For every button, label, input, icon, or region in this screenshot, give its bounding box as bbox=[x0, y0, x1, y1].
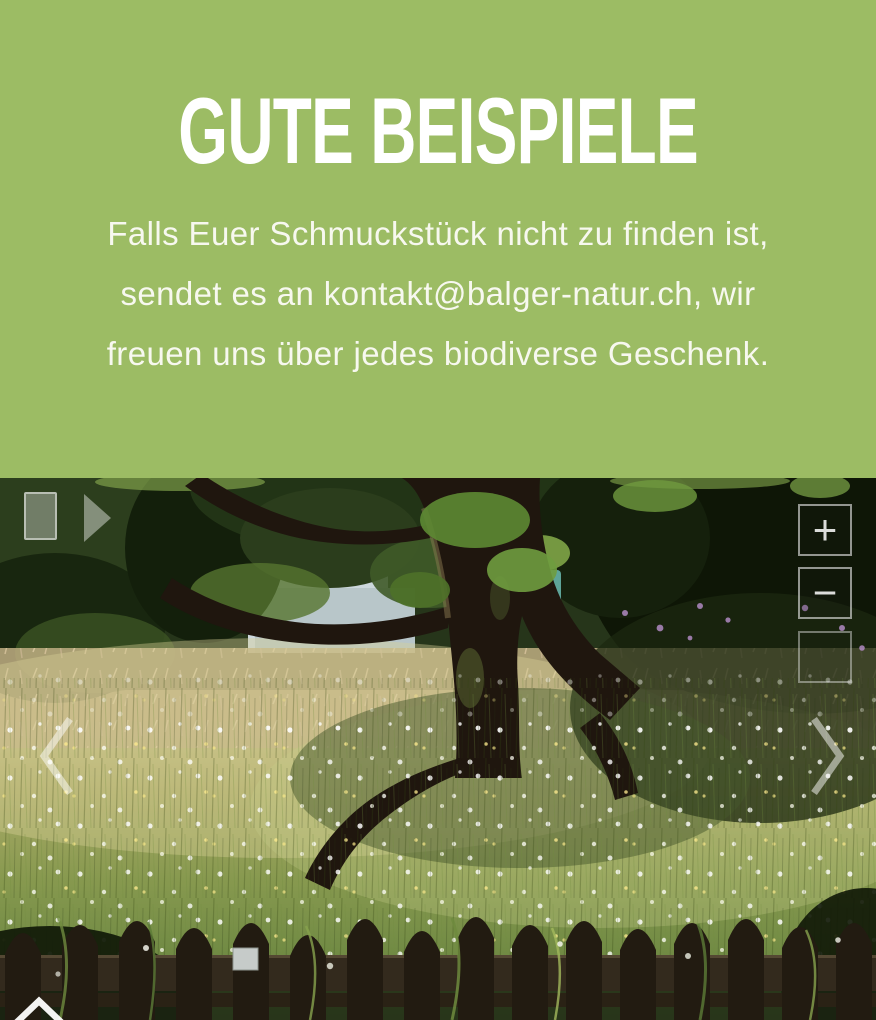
stop-icon[interactable] bbox=[24, 492, 57, 540]
fence-plaque bbox=[233, 948, 258, 970]
chevron-up-icon bbox=[12, 996, 66, 1020]
meadow-photo[interactable] bbox=[0, 478, 876, 1020]
subtitle-line: sendet es an kontakt@balger-natur.ch, wir bbox=[120, 275, 756, 312]
page-title-text: GUTE BEISPIELE bbox=[178, 78, 698, 183]
prev-arrow-button[interactable] bbox=[34, 715, 84, 797]
subtitle-line: freuen uns über jedes biodiverse Geschenk. bbox=[106, 335, 770, 372]
hero-section bbox=[0, 0, 876, 478]
chevron-left-icon bbox=[34, 715, 84, 797]
zoom-in-button[interactable] bbox=[798, 504, 852, 556]
play-icon[interactable] bbox=[84, 494, 111, 542]
hero-subtitle bbox=[38, 204, 838, 384]
zoom-out-button[interactable] bbox=[798, 567, 852, 619]
next-arrow-button[interactable] bbox=[800, 715, 850, 797]
plus-icon: + bbox=[812, 506, 838, 553]
home-button[interactable] bbox=[798, 631, 852, 683]
scroll-to-top-button[interactable] bbox=[12, 996, 66, 1020]
minus-icon: − bbox=[812, 569, 838, 616]
page-title bbox=[0, 0, 876, 183]
image-gallery bbox=[0, 478, 876, 1020]
subtitle-line: Falls Euer Schmuckstück nicht zu finden ist, bbox=[107, 215, 769, 252]
chevron-right-icon bbox=[800, 715, 850, 797]
